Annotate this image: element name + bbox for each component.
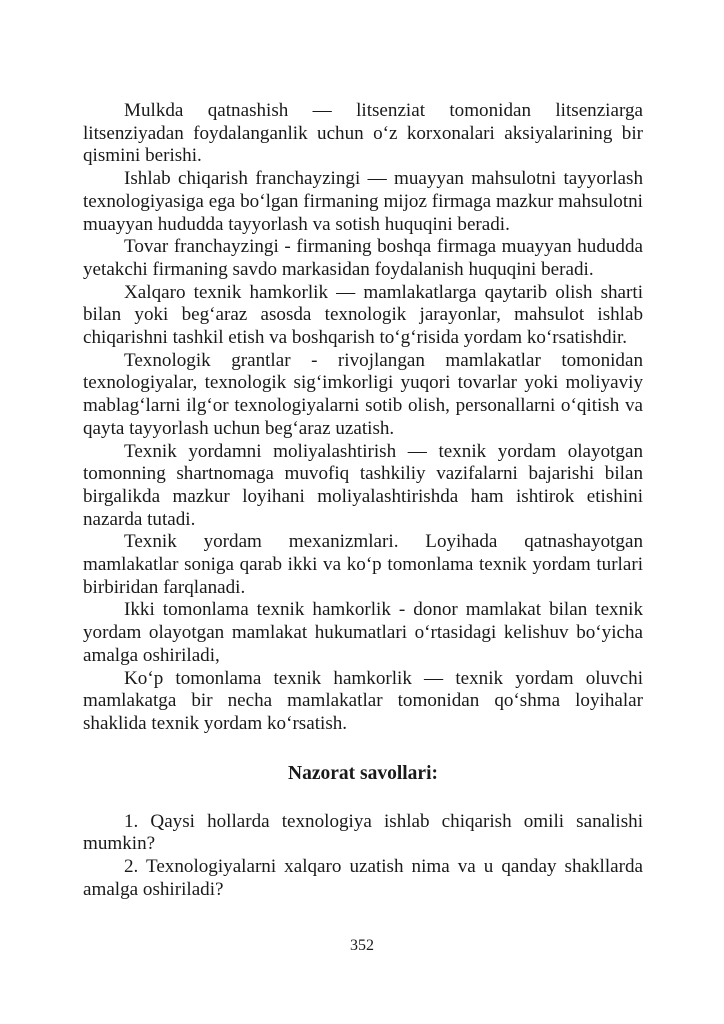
paragraph-ishlab-chiqarish-franchayzingi: Ishlab chiqarish franchayzingi — muayyan mahsulotni tayyorlash texnologiyasiga ega bo‘lgan firmaning mijoz firmaga mazkur mahsulotni muayyan hududda tayyorlash va sotish huquqini beradi. bbox=[83, 168, 643, 235]
question-item: 2. Texnologiyalarni xalqaro uzatish nima va u qanday shakllarda amalga oshiriladi? bbox=[83, 856, 643, 900]
page-number: 352 bbox=[350, 937, 374, 954]
paragraph-kop-tomonlama-hamkorlik: Ko‘p tomonlama texnik hamkorlik — texnik yordam oluvchi mamlakatga bir necha mamlakatlar tomonidan qo‘shma loyihalar shaklida texnik yordam ko‘rsatish. bbox=[83, 667, 643, 734]
paragraph-ikki-tomonlama-hamkorlik: Ikki tomonlama texnik hamkorlik - donor mamlakat bilan texnik yordam olayotgan mamlakat hukumatlari o‘rtasidagi kelishuv bo‘yicha amalga oshiriladi, bbox=[83, 599, 643, 666]
question-item: 1. Qaysi hollarda texnologiya ishlab chiqarish omili sanalishi mumkin? bbox=[83, 810, 643, 855]
paragraph-texnik-yordamni-moliyalashtirish: Texnik yordamni moliyalashtirish — texnik yordam olayotgan tomonning shartnomaga muvofiq tashkiliy vazifalarni bajarishi bilan birgalikda mazkur loyihani moliyalashtirishda ham ishtirok etishini nazarda tutadi. bbox=[83, 440, 643, 530]
paragraph-texnologik-grantlar: Texnologik grantlar - rivojlangan mamlakatlar tomonidan texnologiyalar, texnologik sig‘imkorligi yuqori tovarlar yoki moliyaviy mablag‘larni ilg‘or texnologiyalarni sotib olish, personallarni o‘qitish va qayta tayyorlash uchun beg‘araz uzatish. bbox=[83, 349, 643, 439]
paragraph-texnik-yordam-mexanizmlari: Texnik yordam mexanizmlari. Loyihada qatnashayotgan mamlakatlar soniga qarab ikki va ko‘p tomonlama texnik yordam turlari birbiridan farqlanadi. bbox=[83, 531, 643, 598]
page-content bbox=[83, 100, 643, 902]
paragraph-tovar-franchayzingi: Tovar franchayzingi - firmaning boshqa firmaga muayyan hududda yetakchi firmaning savdo markasidan foydalanish huquqini beradi. bbox=[83, 236, 643, 280]
paragraph-xalqaro-texnik-hamkorlik: Xalqaro texnik hamkorlik — mamlakatlarga qaytarib olish sharti bilan yoki beg‘araz asosda texnologik jarayonlar, mahsulot ishlab chiqarishni tashkil etish va boshqarish to‘g‘risida yordam ko‘rsatishdir. bbox=[83, 281, 643, 349]
paragraph-mulkda-qatnashish: Mulkda qatnashish — litsenziat tomonidan litsenziarga litsenziyadan foydalanganlik uchun o‘z korxonalari aksiyalarining bir qismini berishi. bbox=[83, 100, 643, 167]
section-heading: Nazorat savollari: bbox=[287, 762, 438, 784]
